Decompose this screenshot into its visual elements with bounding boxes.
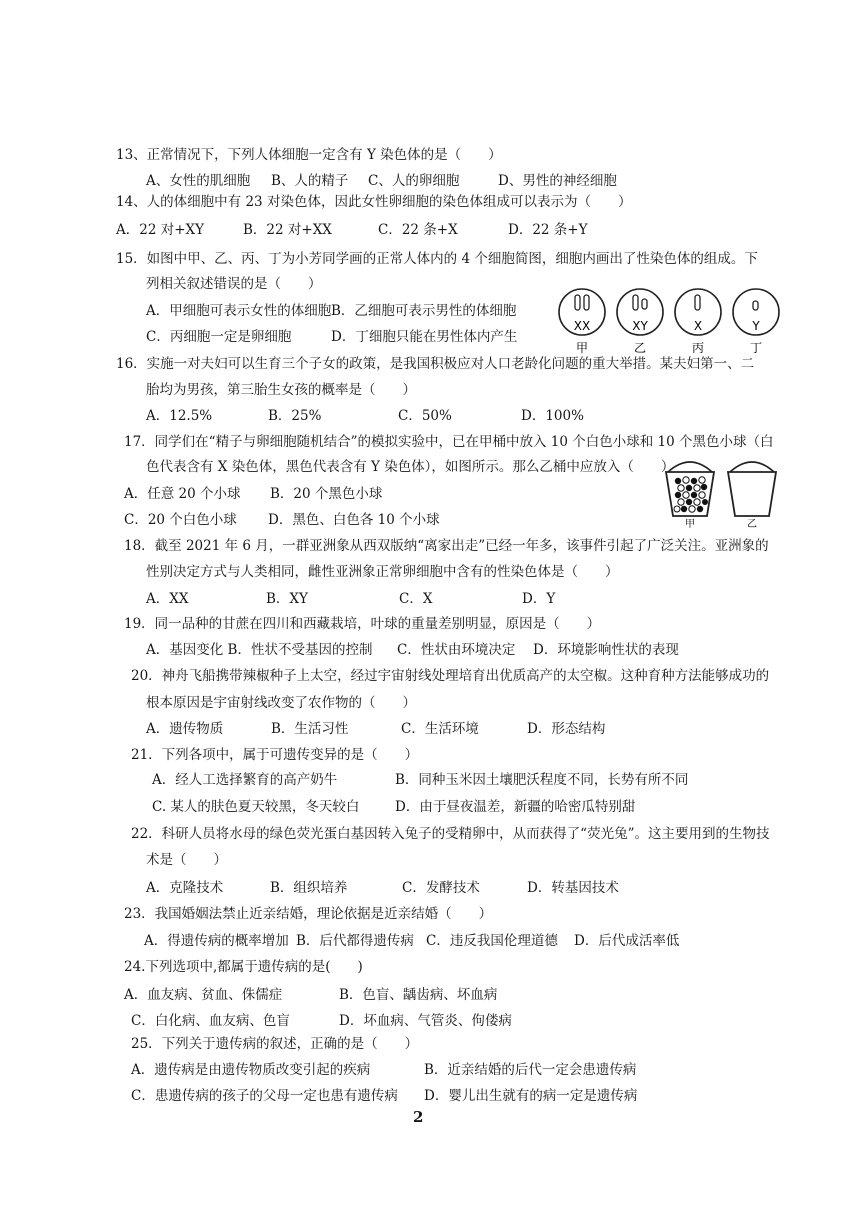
q13-option-a: A、女性的肌细胞	[146, 173, 251, 189]
q21-option-d: D．由于昼夜温差，新疆的哈密瓜特别甜	[395, 799, 636, 815]
q23-option-d: D．后代成活率低	[574, 933, 680, 949]
q21-option-c: C. 某人的肤色夏天较黑，冬天较白	[152, 799, 360, 815]
q13-option-c: C、人的卵细胞	[368, 173, 460, 189]
cell-bing	[675, 289, 721, 355]
q19-stem: 19．同一品种的甘蔗在四川和西藏栽培，叶球的重量差别明显，原因是（ ）	[124, 616, 601, 632]
q15-stem-line1: 15．如图中甲、乙、丙、丁为小芳同学画的正常人体内的 4 个细胞简图，细胞内画出了性染色体的组成。下	[116, 251, 758, 267]
cell-yi	[617, 289, 663, 355]
q20-option-a: A．遗传物质	[146, 721, 224, 737]
bucket-jia	[666, 462, 714, 530]
q15-option-b: B．乙细胞可表示男性的体细胞	[331, 303, 517, 319]
q20-stem-line1: 20．神舟飞船携带辣椒种子上太空，经过宇宙射线处理培育出优质高产的太空椒。这种育种方法能够成功的	[131, 668, 770, 684]
q15-option-d: D．丁细胞只能在男性体内产生	[331, 329, 518, 345]
q18-option-b: B．XY	[266, 591, 308, 607]
q25-option-d: D．婴儿出生就有的病一定是遗传病	[424, 1088, 638, 1104]
bucket-yi	[728, 462, 776, 530]
q19-option-ab: A．基因变化 B．性状不受基因的控制	[146, 642, 373, 658]
q20-option-b: B．生活习性	[271, 721, 349, 737]
q21-option-b: B．同种玉米因土壤肥沃程度不同，长势有所不同	[395, 772, 689, 788]
q20-stem-line2: 根本原因是宇宙射线改变了农作物的（ ）	[146, 695, 416, 711]
q18-stem-line1: 18．截至 2021 年 6 月，一群亚洲象从西双版纳“离家出走”已经一年多，该事件引起了广泛关注。亚洲象的	[124, 538, 769, 554]
q17-option-c: C．20 个白色小球	[124, 512, 237, 528]
q17-option-b: B．20 个黑色小球	[270, 486, 383, 502]
q24-option-c: C．白化病、血友病、色盲	[131, 1013, 290, 1029]
q17-option-a: A．任意 20 个小球	[124, 486, 241, 502]
q25-option-a: A．遗传病是由遗传物质改变引起的疾病	[131, 1062, 371, 1078]
q22-stem-line1: 22．科研人员将水母的绿色荧光蛋白基因转入兔子的受精卵中，从而获得了“荧光兔”。这主要用到的生物技	[131, 826, 770, 842]
q18-stem-line2: 性别决定方式与人类相同，雌性亚洲象正常卵细胞中含有的性染色体是（ ）	[146, 564, 619, 580]
cell-ding	[733, 289, 779, 355]
q24-option-d: D．坏血病、气管炎、佝偻病	[339, 1013, 512, 1029]
q21-option-a: A．经人工选择繁育的高产奶牛	[152, 772, 338, 788]
q18-option-c: C．X	[399, 591, 433, 607]
q14-stem: 14、人的体细胞中有 23 对染色体，因此女性卵细胞的染色体组成可以表示为（ ）	[116, 194, 632, 210]
cell-yi-caption: 乙	[633, 341, 647, 355]
page-number: 2	[413, 1108, 424, 1126]
cell-jia-caption: 甲	[575, 341, 589, 355]
cell-ding-caption: 丁	[749, 341, 763, 355]
q25-option-c: C．患遗传病的孩子的父母一定也患有遗传病	[131, 1088, 398, 1104]
q16-option-b: B．25%	[268, 408, 322, 424]
buckets-figure	[660, 456, 784, 530]
q18-option-d: D．Y	[522, 591, 556, 607]
cell-bing-caption: 丙	[691, 341, 705, 355]
q24-stem: 24.下列选项中,都属于遗传病的是( )	[124, 959, 363, 975]
q15-option-a: A．甲细胞可表示女性的体细胞	[146, 303, 332, 319]
q13-stem: 13、正常情况下，下列人体细胞一定含有 Y 染色体的是（ ）	[116, 147, 502, 163]
q25-stem: 25．下列关于遗传病的叙述，正确的是（ ）	[131, 1036, 419, 1052]
q17-stem-line2: 色代表含有 X 染色体，黑色代表含有 Y 染色体），如图所示。那么乙桶中应放入（ ）	[146, 459, 675, 475]
q20-option-c: C．生活环境	[401, 721, 479, 737]
q14-option-c: C．22 条+X	[378, 222, 458, 238]
q23-option-c: C．违反我国伦理道德	[426, 933, 558, 949]
q20-option-d: D．形态结构	[527, 721, 606, 737]
q16-stem-line1: 16．实施一对夫妇可以生育三个子女的政策，是我国积极应对人口老龄化问题的重大举措。某夫妇第一、二	[116, 356, 755, 372]
cell-bing-label: X	[693, 319, 703, 333]
cells-figure	[554, 286, 788, 358]
q24-option-b: B．色盲、龋齿病、坏血病	[339, 987, 498, 1003]
q22-option-b: B．组织培养	[270, 880, 348, 896]
q22-option-d: D．转基因技术	[527, 880, 619, 896]
q18-option-a: A．XX	[146, 591, 189, 607]
q15-option-c: C．丙细胞一定是卵细胞	[146, 329, 292, 345]
q23-option-b: B．后代都得遗传病	[296, 933, 414, 949]
q23-option-a: A．得遗传病的概率增加	[144, 933, 289, 949]
cell-jia-label: XX	[573, 319, 591, 333]
cell-ding-label: Y	[752, 319, 760, 333]
cell-yi-label: XY	[632, 319, 648, 333]
q23-stem: 23．我国婚姻法禁止近亲结婚，理论依据是近亲结婚（ ）	[124, 906, 493, 922]
q14-option-d: D．22 条+Y	[508, 222, 588, 238]
cell-jia	[559, 289, 605, 355]
q22-stem-line2: 术是（ ）	[146, 852, 227, 868]
q16-option-c: C．50%	[398, 408, 452, 424]
q13-option-d: D、男性的神经细胞	[498, 173, 617, 189]
q13-option-b: B、人的精子	[271, 173, 349, 189]
bucket-yi-caption: 乙	[747, 519, 757, 530]
q19-option-d: D．环境影响性状的表现	[533, 642, 679, 658]
bucket-jia-caption: 甲	[685, 519, 695, 530]
q22-option-a: A．克隆技术	[146, 880, 224, 896]
q24-option-a: A．血友病、贫血、侏儒症	[124, 987, 283, 1003]
q16-option-a: A．12.5%	[146, 408, 213, 424]
q22-option-c: C．发酵技术	[402, 880, 480, 896]
q14-option-b: B．22 对+XX	[243, 222, 332, 238]
q17-option-d: D．黑色、白色各 10 个小球	[268, 512, 440, 528]
q14-option-a: A．22 对+XY	[116, 222, 205, 238]
q17-stem-line1: 17．同学们在“精子与卵细胞随机结合”的模拟实验中，已在甲桶中放入 10 个白色小球和 10 个黑色小球（白	[124, 434, 774, 450]
q16-option-d: D．100%	[521, 408, 584, 424]
q25-option-b: B．近亲结婚的后代一定会患遗传病	[424, 1062, 637, 1078]
q15-stem-line2: 列相关叙述错误的是（ ）	[146, 276, 322, 292]
q21-stem: 21．下列各项中，属于可遗传变异的是（ ）	[131, 747, 419, 763]
q19-option-c: C．性状由环境决定	[397, 642, 516, 658]
q16-stem-line2: 胎均为男孩，第三胎生女孩的概率是（ ）	[146, 382, 416, 398]
